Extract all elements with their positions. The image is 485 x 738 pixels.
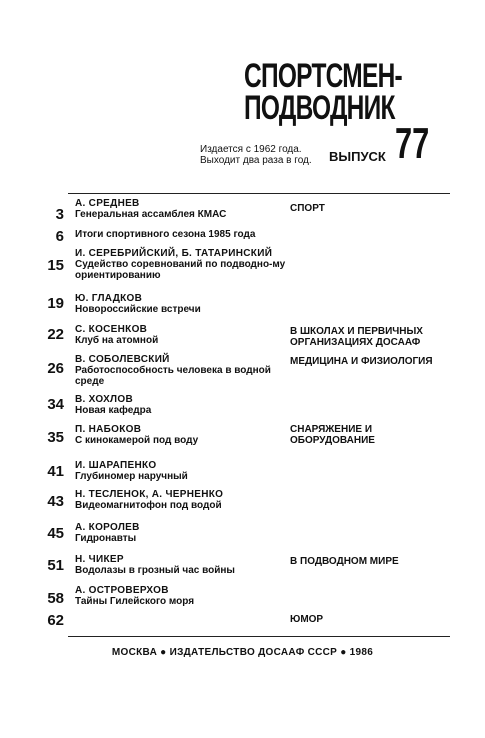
page-number: 51 xyxy=(47,557,64,574)
entry-text xyxy=(75,489,277,511)
entry-author: В. СОБОЛЕВСКИЙ xyxy=(75,354,170,365)
entry-author: Ю. ГЛАДКОВ xyxy=(75,293,143,304)
page-number: 43 xyxy=(47,493,64,510)
entry-text xyxy=(75,554,277,576)
entry-text xyxy=(75,293,277,315)
entry-author: И. СЕРЕБРИЙСКИЙ, Б. ТАТАРИНСКИЙ xyxy=(75,248,273,259)
entry-title: Тайны Гилейского моря xyxy=(75,596,195,607)
entry-author: П. НАБОКОВ xyxy=(75,424,142,435)
bottom-rule xyxy=(68,636,450,637)
page-number: 62 xyxy=(47,612,64,629)
entry-title: Гидронавты xyxy=(75,533,137,544)
entry-title: Клуб на атомной xyxy=(75,335,159,346)
section-heading: СПОРТ xyxy=(290,203,325,214)
page-number: 6 xyxy=(55,228,64,245)
entry-text xyxy=(75,522,277,544)
entry-text xyxy=(75,324,277,346)
page-number: 15 xyxy=(47,257,64,274)
entry-author: Н. ТЕСЛЕНОК, А. ЧЕРНЕНКО xyxy=(75,489,224,500)
entry-title: Глубиномер наручный xyxy=(75,471,188,482)
entry-title: Новороссийские встречи xyxy=(75,304,201,315)
entry-title: С кинокамерой под воду xyxy=(75,435,199,446)
entry-title: Судейство соревнований по подводно-му ориентированию xyxy=(75,259,286,281)
section-heading: МЕДИЦИНА И ФИЗИОЛОГИЯ xyxy=(290,356,433,367)
entry-author: Н. ЧИКЕР xyxy=(75,554,124,565)
entry-title: Видеомагнитофон под водой xyxy=(75,500,222,511)
issue-number: 77 xyxy=(395,119,430,168)
pub-line-2: Выходит два раза в год. xyxy=(200,155,312,166)
section-heading: В ПОДВОДНОМ МИРЕ xyxy=(290,556,399,567)
entry-author: С. КОСЕНКОВ xyxy=(75,324,148,335)
page-number: 26 xyxy=(47,360,64,377)
page-number: 22 xyxy=(47,326,64,343)
entry-title: Работоспособность человека в водной среде xyxy=(75,365,271,387)
pub-line-1: Издается с 1962 года. xyxy=(200,144,302,155)
title-line-1: СПОРТСМЕН- xyxy=(244,57,402,95)
entry-title: Новая кафедра xyxy=(75,405,152,416)
entry-text xyxy=(75,229,277,240)
entry-author: И. ШАРАПЕНКО xyxy=(75,460,157,471)
entry-title: Водолазы в грозный час войны xyxy=(75,565,235,576)
entry-text xyxy=(75,394,277,416)
entry-title: Генеральная ассамблея КМАС xyxy=(75,209,227,220)
entry-text xyxy=(75,248,287,281)
page-number: 41 xyxy=(47,463,64,480)
section-heading: СНАРЯЖЕНИЕ И ОБОРУДОВАНИЕ xyxy=(290,424,375,446)
entry-author: А. КОРОЛЕВ xyxy=(75,522,140,533)
page-number: 45 xyxy=(47,525,64,542)
page-number: 3 xyxy=(55,206,64,223)
entry-text xyxy=(75,354,280,387)
entry-text xyxy=(75,424,277,446)
title-line-2: ПОДВОДНИК xyxy=(244,89,395,127)
entry-text xyxy=(75,585,277,607)
publisher-footer: МОСКВА ● ИЗДАТЕЛЬСТВО ДОСААФ СССР ● 1986 xyxy=(111,647,374,658)
section-heading: В ШКОЛАХ И ПЕРВИЧНЫХ ОРГАНИЗАЦИЯХ ДОСААФ xyxy=(290,326,423,348)
section-heading: ЮМОР xyxy=(290,614,324,625)
entry-title: Итоги спортивного сезона 1985 года xyxy=(75,229,256,240)
entry-author: А. СРЕДНЕВ xyxy=(75,198,140,209)
page-number: 34 xyxy=(47,396,64,413)
page-number: 19 xyxy=(47,295,64,312)
entry-author: А. ОСТРОВЕРХОВ xyxy=(75,585,169,596)
entry-text xyxy=(75,198,277,220)
page-number: 58 xyxy=(47,590,64,607)
entry-text xyxy=(75,460,277,482)
page-number: 35 xyxy=(47,429,64,446)
issue-label: ВЫПУСК xyxy=(329,149,386,164)
entry-author: В. ХОХЛОВ xyxy=(75,394,133,405)
